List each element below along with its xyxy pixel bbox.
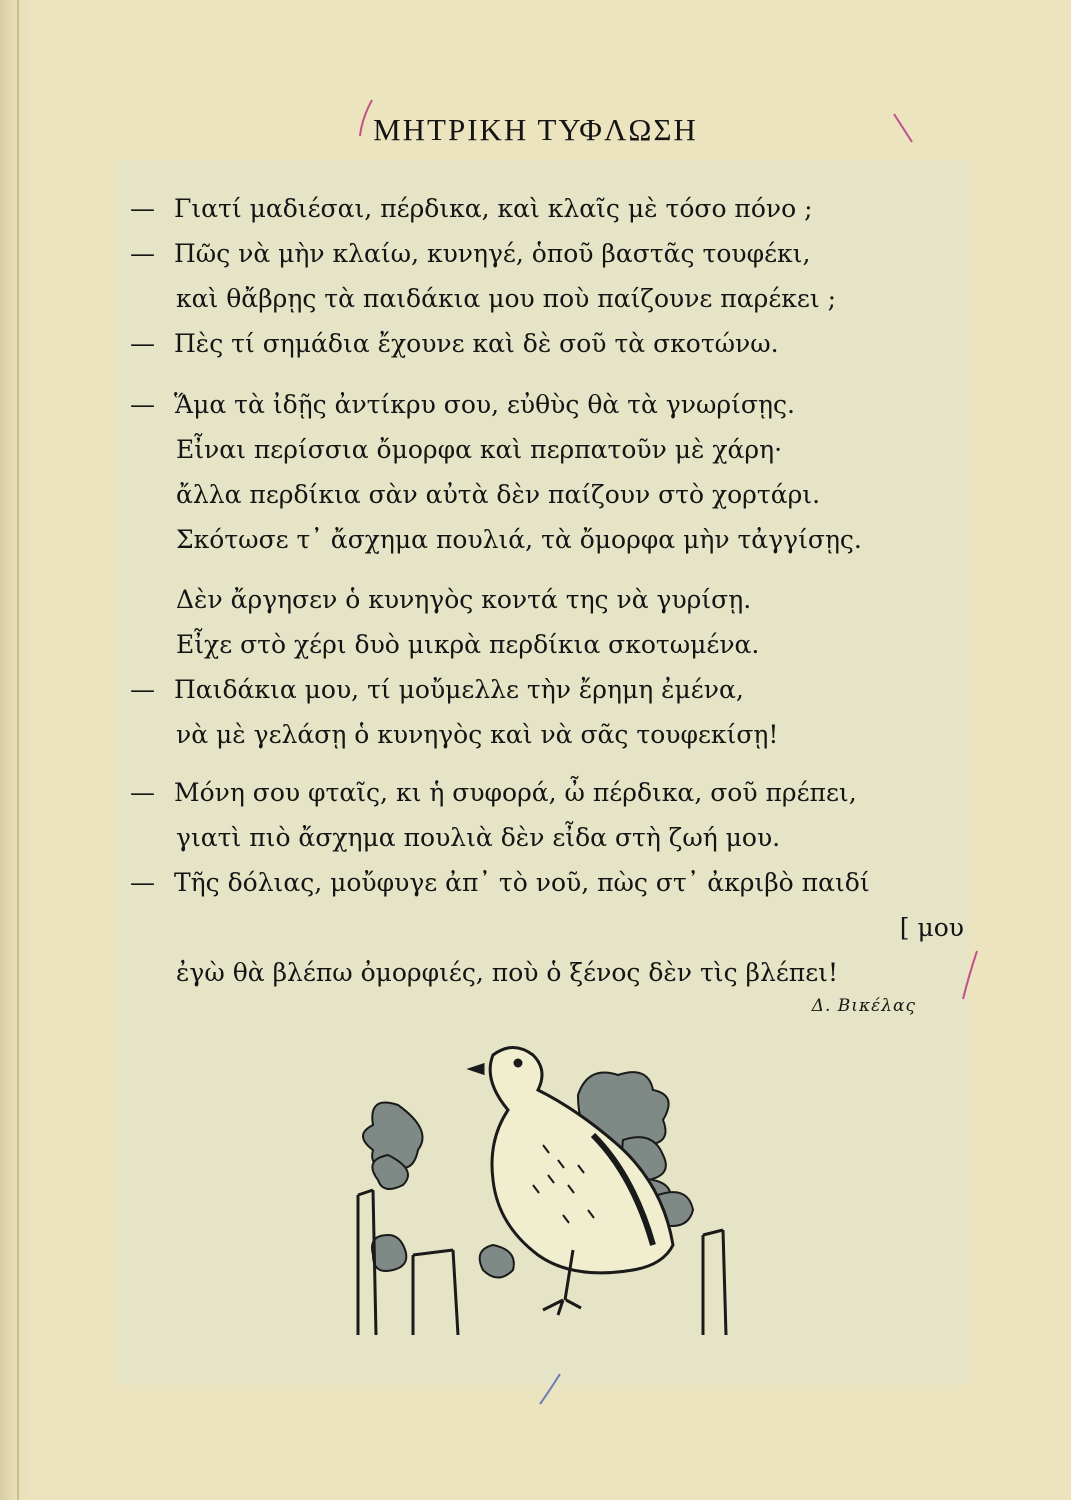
poem-line — [130, 577, 1000, 622]
poem-line-text: Εἶχε στὸ χέρι δυὸ μικρὰ περδίκια σκοτωμένα. — [176, 630, 760, 659]
poem-line — [130, 427, 1000, 472]
poem-title: ΜΗΤΡΙΚΗ ΤΥΦΛΩΣΗ — [373, 112, 698, 147]
dialogue-dash: — — [130, 675, 155, 704]
poem-line-text: νὰ μὲ γελάσῃ ὁ κυνηγὸς καὶ νὰ σᾶς τουφεκίσῃ! — [176, 720, 779, 749]
poem-line-text: καὶ θἄβρῃς τὰ παιδάκια μου ποὺ παίζουνε παρέκει ; — [176, 284, 837, 313]
poem-line-text: Παιδάκια μου, τί μοὔμελλε τὴν ἔρημη ἐμένα, — [174, 675, 744, 704]
poem-line-text: Γιατί μαδιέσαι, πέρδικα, καὶ κλαῖς μὲ τόσο πόνο ; — [174, 194, 813, 223]
poem-line — [130, 382, 1000, 427]
poem-line-text: Πὲς τί σημάδια ἔχουνε καὶ δὲ σοῦ τὰ σκοτώνω. — [174, 329, 779, 358]
binding-fold-line — [17, 0, 19, 1500]
poem-line-text: Τῆς δόλιας, μοὔφυγε ἀπ᾽ τὸ νοῦ, πὼς στ᾽ ἀκριβὸ παιδί — [174, 868, 870, 897]
poem-line-text: ἄλλα περδίκια σὰν αὐτὰ δὲν παίζουν στὸ χορτάρι. — [176, 480, 821, 509]
poem-line — [130, 712, 1000, 757]
poem-line-text: Εἶναι περίσσια ὄμορφα καὶ περπατοῦν μὲ χάρη· — [176, 435, 783, 464]
poem-line — [130, 815, 1000, 860]
poem-line-text: Μόνη σου φταῖς, κι ἡ συφορά, ὦ πέρδικα, σοῦ πρέπει, — [174, 778, 857, 807]
page-binding — [0, 0, 30, 1500]
poem-line — [130, 770, 1000, 815]
stanza-2 — [130, 382, 1000, 562]
poem-line — [130, 186, 1000, 231]
poem-line — [130, 667, 1000, 712]
poem-line-text: [ μου — [899, 913, 964, 942]
poem-line — [130, 472, 1000, 517]
dialogue-dash: — — [130, 194, 155, 223]
dialogue-dash: — — [130, 329, 155, 358]
author-signature: Δ. Βικέλας — [811, 996, 916, 1016]
dialogue-dash: — — [130, 778, 155, 807]
poem-line-text: γιατὶ πιὸ ἄσχημα πουλιὰ δὲν εἶδα στὴ ζωή μου. — [176, 823, 781, 852]
poem-line-text: Πῶς νὰ μὴν κλαίω, κυνηγέ, ὁποῦ βαστᾶς τουφέκι, — [174, 239, 811, 268]
poem-line — [130, 905, 1000, 950]
poem-line — [130, 950, 1000, 995]
poem-line-text: Σκότωσε τ᾽ ἄσχημα πουλιά, τὰ ὄμορφα μὴν τἀγγίσῃς. — [176, 525, 862, 554]
dialogue-dash: — — [130, 868, 155, 897]
poem-line-text: Ἅμα τὰ ἰδῇς ἀντίκρυ σου, εὐθὺς θὰ τὰ γνωρίσῃς. — [174, 390, 795, 419]
stanza-4 — [130, 770, 1000, 995]
poem-line — [130, 276, 1000, 321]
poem-line — [130, 622, 1000, 667]
poem-line — [130, 321, 1000, 366]
dialogue-dash: — — [130, 390, 155, 419]
poem-line — [130, 860, 1000, 905]
partridge-illustration — [318, 1035, 788, 1335]
stanza-1 — [130, 186, 1000, 366]
poem-line-text: Δὲν ἄργησεν ὁ κυνηγὸς κοντά της νὰ γυρίσῃ. — [176, 585, 752, 614]
poem-line-text: ἐγὼ θὰ βλέπω ὀμορφιές, ποὺ ὁ ξένος δὲν τὶς βλέπει! — [176, 958, 838, 987]
dialogue-dash: — — [130, 239, 155, 268]
pencil-mark-bottom-icon — [530, 1370, 570, 1410]
poem-line — [130, 231, 1000, 276]
stanza-3 — [130, 577, 1000, 757]
poem-line — [130, 517, 1000, 562]
